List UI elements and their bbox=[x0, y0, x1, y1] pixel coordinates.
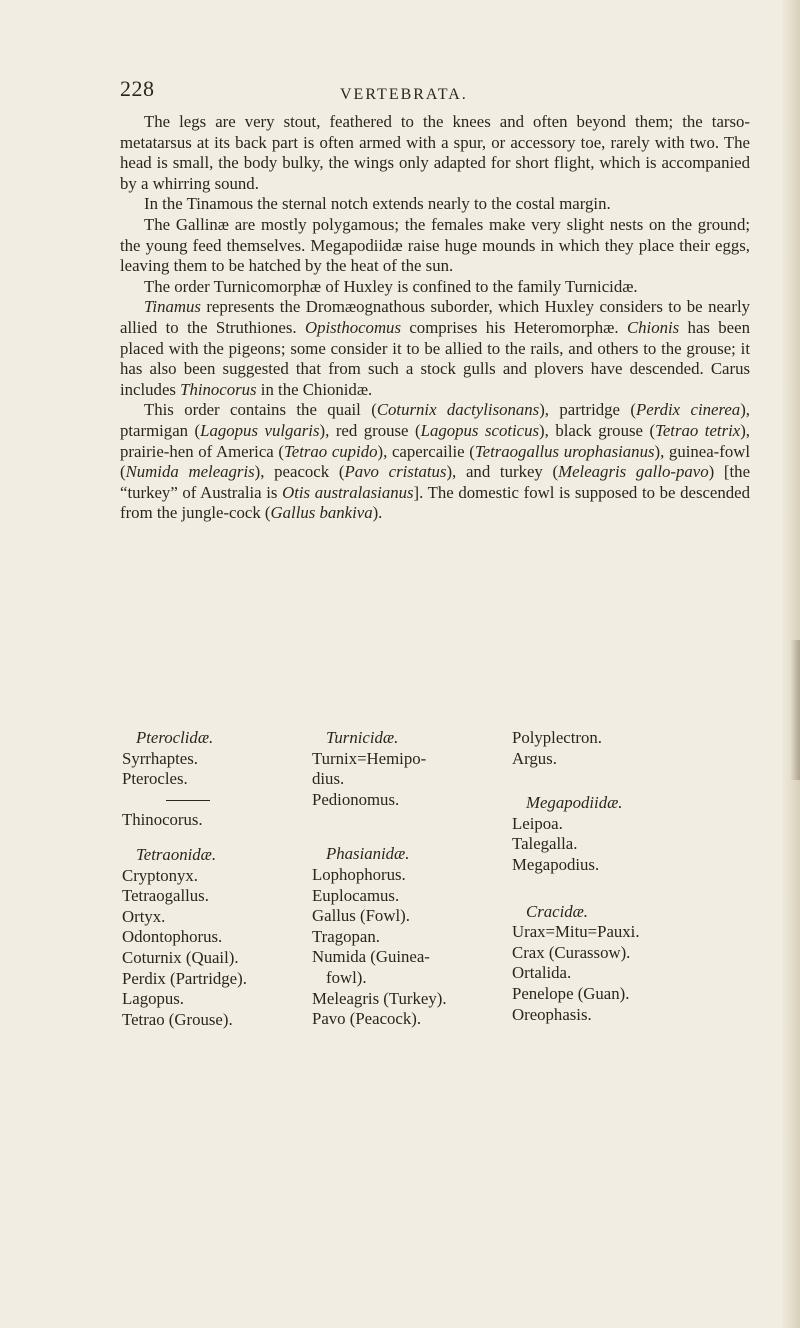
genus-item: Gallus (Fowl). bbox=[312, 906, 410, 926]
taxon-name: Tetrao cupido bbox=[283, 441, 378, 461]
genus-item: Pedionomus. bbox=[312, 789, 400, 809]
genus-item: Thinocorus. bbox=[122, 810, 203, 830]
genus-item: Pavo (Peacock). bbox=[312, 1009, 422, 1029]
taxon-name: Perdix cinerea bbox=[635, 400, 741, 420]
family-heading: Cracidæ. bbox=[526, 901, 589, 921]
genus-item: Crax (Curassow). bbox=[512, 942, 631, 962]
genus-item: Lophophorus. bbox=[312, 864, 406, 884]
genus-item: Pterocles. bbox=[122, 769, 188, 789]
genus-item: Tragopan. bbox=[312, 926, 380, 946]
taxon-name: Thinocorus bbox=[180, 379, 257, 399]
text-run: ), red grouse ( bbox=[319, 420, 421, 440]
family-heading: Turnicidæ. bbox=[326, 728, 399, 747]
taxon-name: Coturnix dactylisonans bbox=[376, 400, 540, 420]
list-column-2 bbox=[312, 728, 502, 1030]
genus-item: Talegalla. bbox=[512, 834, 578, 854]
text-run: ) [the “turkey” of Australia is bbox=[120, 462, 751, 502]
text-run: ), black grouse ( bbox=[539, 420, 656, 440]
taxon-name: Pavo cristatus bbox=[344, 462, 447, 482]
paragraph-order-contents bbox=[120, 400, 750, 524]
genus-item: Numida (Guinea- bbox=[312, 947, 430, 967]
paragraph-tinamus bbox=[120, 297, 750, 400]
text-run: has been placed with the pigeons; some consider it to be allied to the rails, and others to the grouse; it has also been suggested that from such a stock gulls and plovers have descended. Carus includes bbox=[120, 317, 750, 399]
page-header bbox=[0, 68, 800, 112]
text-run: ), partridge ( bbox=[539, 400, 636, 420]
genus-item: Meleagris (Turkey). bbox=[312, 988, 447, 1008]
taxon-name: Lagopus scoticus bbox=[420, 420, 540, 440]
genus-item: Leipoa. bbox=[512, 813, 563, 833]
genus-item: Ortalida. bbox=[512, 963, 572, 983]
running-head: VERTEBRATA. bbox=[340, 86, 468, 103]
genus-item: dius. bbox=[312, 769, 345, 789]
text-run: ), and turkey ( bbox=[446, 462, 559, 482]
taxon-name: Tetraogallus urophasianus bbox=[474, 441, 655, 461]
paragraph-legs: The legs are very stout, feathered to the knees and often beyond them; the tarso-metatarsus at its back part is often armed with a spur, or accessory toe, rarely with two. The head is small, the body bulky, the wings only adapted for short flight, which is accompanied by a whirring sound. bbox=[120, 112, 750, 193]
family-heading: Tetraonidæ. bbox=[136, 844, 217, 864]
genus-item: Cryptonyx. bbox=[122, 865, 198, 885]
genus-item: Euplocamus. bbox=[312, 885, 400, 905]
family-heading: Megapodiidæ. bbox=[526, 793, 623, 813]
text-run: ), peacock ( bbox=[254, 462, 345, 482]
genus-item: Argus. bbox=[512, 748, 557, 768]
list-column-3 bbox=[512, 728, 782, 1025]
genus-item: Polyplectron. bbox=[512, 728, 602, 747]
genus-item: fowl). bbox=[326, 967, 367, 987]
genus-item: Lagopus. bbox=[122, 989, 184, 1009]
taxon-name: Gallus bankiva bbox=[270, 503, 373, 523]
taxon-name: Otis australasianus bbox=[282, 482, 414, 502]
text-run: ), prairie-hen of America ( bbox=[120, 420, 751, 461]
text-run: ), capercailie ( bbox=[377, 441, 475, 461]
text-run: This order contains the quail ( bbox=[144, 400, 377, 420]
text-run: represents the Dromæognathous suborder, which Huxley considers to be nearly allied to the Struthiones. bbox=[120, 297, 750, 337]
genus-item: Tetraogallus. bbox=[122, 886, 209, 906]
separator-dash bbox=[122, 790, 312, 811]
page-edge-shadow bbox=[790, 640, 800, 780]
text-run: in the Chionidæ. bbox=[256, 379, 373, 399]
taxon-name: Meleagris gallo-pavo bbox=[558, 462, 709, 482]
text-run: comprises his Heteromorphæ. bbox=[400, 317, 627, 337]
page-number: 228 bbox=[120, 76, 155, 101]
genus-item: Penelope (Guan). bbox=[512, 983, 630, 1003]
taxon-name: Tinamus bbox=[144, 297, 201, 317]
taxon-name: Chionis bbox=[626, 317, 680, 337]
taxon-name: Numida meleagris bbox=[125, 462, 255, 482]
taxon-name: Lagopus vulgaris bbox=[200, 420, 320, 440]
family-genus-lists bbox=[122, 728, 782, 1028]
genus-item: Urax=Mitu=Pauxi. bbox=[512, 922, 640, 942]
family-heading: Pteroclidæ. bbox=[136, 728, 214, 747]
paragraph-gallinae: The Gallinæ are mostly polygamous; the females make very slight nests on the ground; the young feed themselves. Megapodiidæ raise huge mounds in which they place their eggs, leaving them to be hatched by the heat of the sun. bbox=[120, 214, 750, 276]
taxon-name: Opisthocomus bbox=[304, 317, 401, 337]
genus-item: Megapodius. bbox=[512, 854, 600, 874]
text-run: ). bbox=[372, 503, 383, 523]
text-run: ]. The domestic fowl is supposed to be descended from the jungle-cock ( bbox=[120, 482, 750, 523]
paragraph-turnicomorphae: The order Turnicomorphæ of Huxley is confined to the family Turnicidæ. bbox=[144, 276, 638, 296]
genus-item: Perdix (Partridge). bbox=[122, 968, 247, 988]
genus-item: Oreophasis. bbox=[512, 1004, 592, 1024]
body-text bbox=[120, 112, 750, 524]
paragraph-tinamous: In the Tinamous the sternal notch extends nearly to the costal margin. bbox=[144, 194, 611, 214]
taxon-name: Tetrao tetrix bbox=[655, 420, 741, 440]
text-run: ), ptarmigan ( bbox=[120, 400, 750, 440]
genus-item: Coturnix (Quail). bbox=[122, 947, 239, 967]
text-run: ), guinea-fowl ( bbox=[120, 441, 751, 482]
genus-item: Tetrao (Grouse). bbox=[122, 1009, 233, 1029]
genus-item: Turnix=Hemipo- bbox=[312, 748, 427, 768]
genus-item: Syrrhaptes. bbox=[122, 748, 198, 768]
genus-item: Odontophorus. bbox=[122, 927, 223, 947]
list-column-1 bbox=[122, 728, 312, 1030]
family-heading: Phasianidæ. bbox=[326, 844, 410, 864]
genus-item: Ortyx. bbox=[122, 906, 166, 926]
